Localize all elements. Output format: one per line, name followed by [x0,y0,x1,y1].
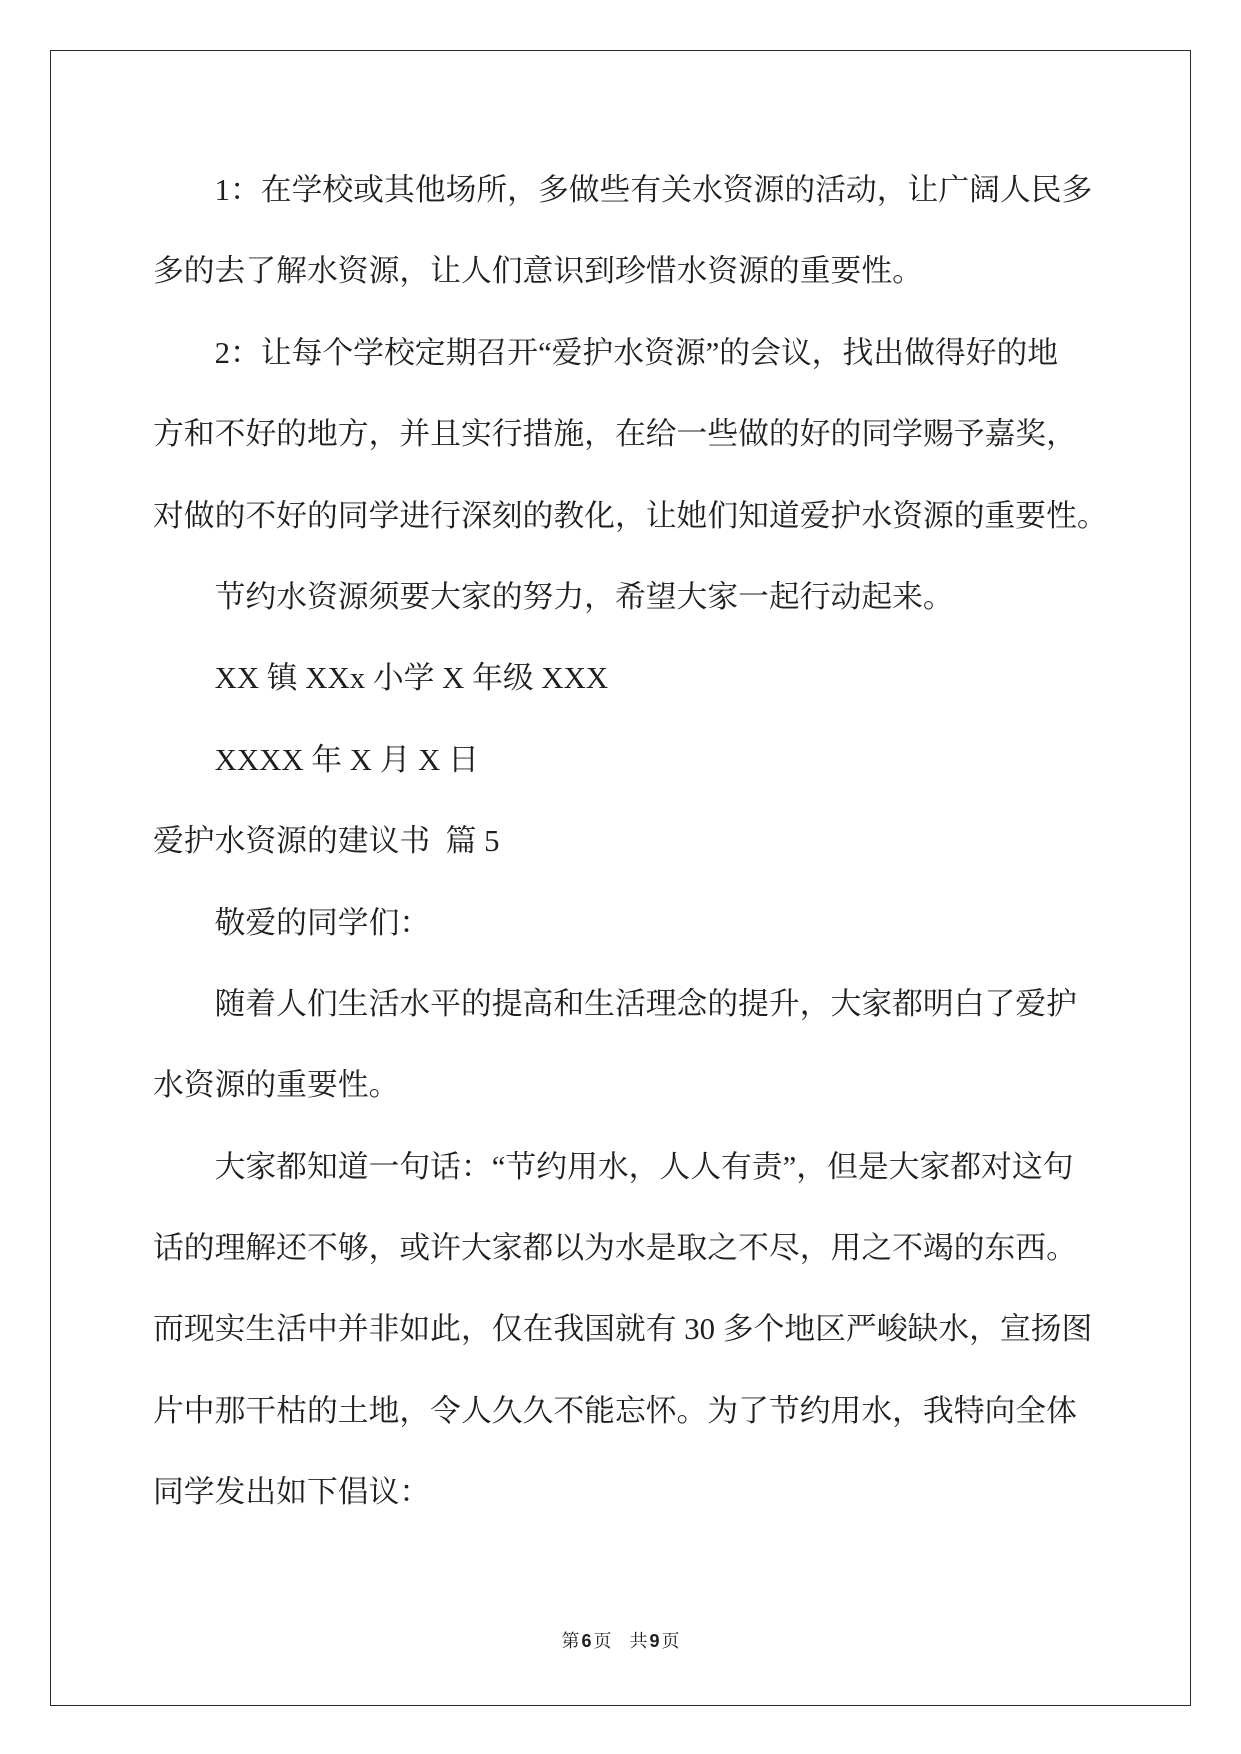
paragraph-line: 片中那干枯的土地，令人久久不能忘怀。为了节约用水，我特向全体 [153,1393,1077,1428]
paragraph-line: 1：在学校或其他场所，多做些有关水资源的活动，让广阔人民多 [214,173,1093,207]
page-footer [0,1628,1241,1654]
paragraph-line: 节约水资源须要大家的努力，希望大家一起行动起来。 [214,579,954,614]
paragraph-line: 2：让每个学校定期召开“爱护水资源”的会议，找出做得好的地 [214,335,1059,370]
document-body [153,150,1153,1534]
page-number: 6 [581,1631,592,1651]
paragraph-line: 同学发出如下倡议： [153,1475,431,1510]
date-line: XXXX 年 X 月 X 日 [214,742,479,777]
paragraph-line: 水资源的重要性。 [153,1068,400,1103]
paragraph-line: 大家都知道一句话：“节约用水，人人有责”，但是大家都对这句 [214,1149,1074,1184]
page-suffix: 页 [593,1631,612,1651]
total-prefix: 共 [629,1631,648,1651]
paragraph-line: 方和不好的地方，并且实行措施，在给一些做的好的同学赐予嘉奖， [153,417,1077,452]
section-heading: 爱护水资源的建议书 篇 5 [153,824,500,859]
paragraph-line: 话的理解还不够，或许大家都以为水是取之不尽，用之不竭的东西。 [153,1231,1077,1266]
total-suffix: 页 [661,1631,680,1651]
paragraph-line: 对做的不好的同学进行深刻的教化，让她们知道爱护水资源的重要性。 [153,498,1108,533]
paragraph-line: 而现实生活中并非如此，仅在我国就有 30 多个地区严峻缺水，宣扬图 [153,1312,1093,1347]
total-pages: 9 [649,1631,660,1651]
paragraph-line: 多的去了解水资源，让人们意识到珍惜水资源的重要性。 [153,254,923,289]
page-prefix: 第 [561,1631,580,1651]
greeting-line: 敬爱的同学们： [214,905,431,940]
paragraph-line: 随着人们生活水平的提高和生活理念的提升，大家都明白了爱护 [214,986,1077,1021]
signature-line: XX 镇 XXx 小学 X 年级 XXX [214,661,609,696]
